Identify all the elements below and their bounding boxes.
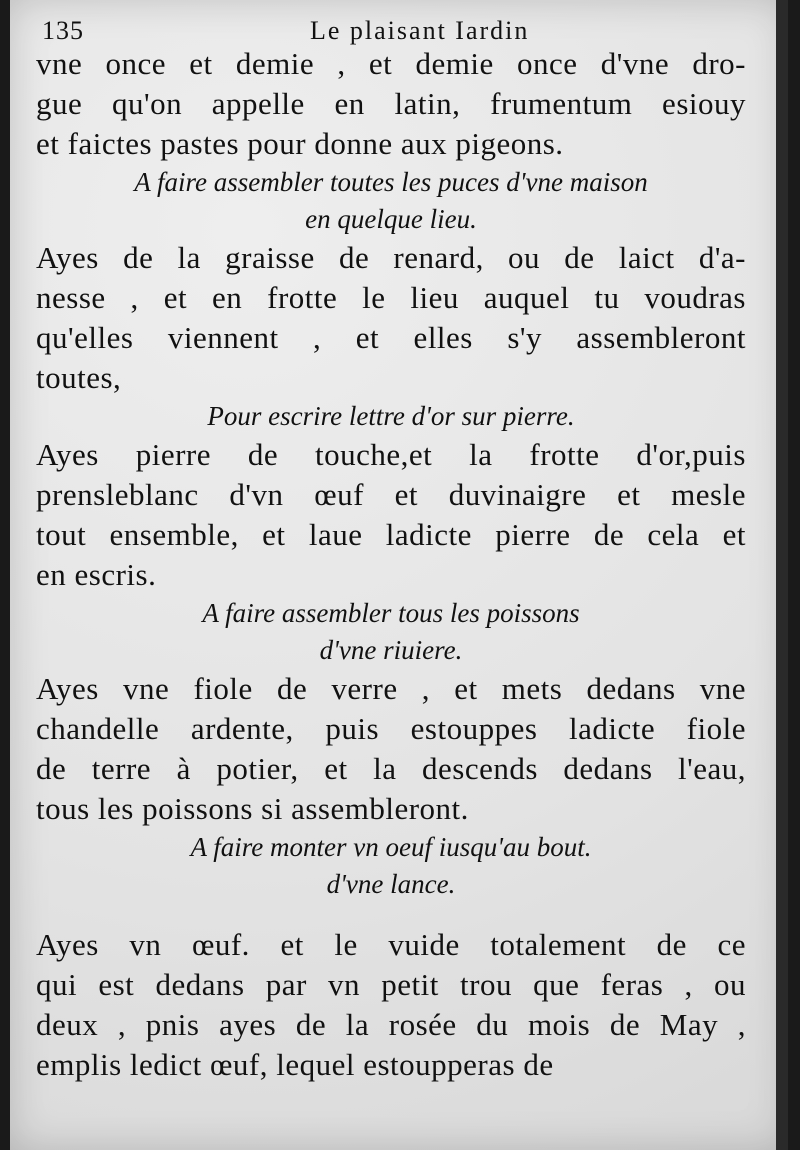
paragraph: [36, 238, 746, 398]
text-line: nesse , et en frotte le lieu auquel tu voudras: [36, 280, 746, 315]
paragraph: [36, 925, 746, 1085]
running-title: Le plaisant Iardin: [310, 16, 530, 45]
paragraph-gap: [36, 903, 746, 925]
text-line: tout ensemble, et laue ladicte pierre de cela et: [36, 517, 746, 552]
text-line: et faictes pastes pour donne aux pigeons.: [36, 126, 564, 161]
text-line: emplis ledict œuf, lequel estoupperas de: [36, 1047, 554, 1082]
text-line: qui est dedans par vn petit trou que feras , ou: [36, 967, 746, 1002]
recipe-heading: [36, 595, 746, 669]
text-line: de terre à potier, et la descends dedans l'eau,: [36, 751, 746, 786]
text-line: Ayes de la graisse de renard, ou de laict d'a-: [36, 240, 746, 275]
text-line: Ayes vn œuf. et le vuide totalement de ce: [36, 927, 746, 962]
heading-line: A faire monter vn oeuf iusqu'au bout.: [190, 832, 592, 862]
recipe-heading: [36, 829, 746, 903]
text-line: prensleblanc d'vn œuf et duvinaigre et mesle: [36, 477, 746, 512]
text-line: chandelle ardente, puis estouppes ladicte fiole: [36, 711, 746, 746]
heading-line: A faire assembler toutes les puces d'vne maison: [134, 167, 648, 197]
paragraph: [36, 669, 746, 829]
text-line: Ayes pierre de touche,et la frotte d'or,puis: [36, 437, 746, 472]
page-number: 135: [42, 16, 84, 45]
heading-line: d'vne riuiere.: [319, 635, 463, 665]
heading-line: en quelque lieu.: [305, 204, 477, 234]
text-line: tous les poissons si assembleront.: [36, 791, 469, 826]
heading-line: d'vne lance.: [326, 869, 456, 899]
recipe-heading: [36, 164, 746, 238]
text-line: toutes,: [36, 360, 122, 395]
heading-line: A faire assembler tous les poissons: [202, 598, 580, 628]
text-line: Ayes vne fiole de verre , et mets dedans vne: [36, 671, 746, 706]
paragraph: [36, 435, 746, 595]
page-edge-shadow: [776, 0, 788, 1150]
text-line: vne once et demie , et demie once d'vne dro-: [36, 46, 746, 81]
text-line: en escris.: [36, 557, 157, 592]
page-header: [10, 6, 788, 46]
text-line: gue qu'on appelle en latin, frumentum esiouy: [36, 86, 746, 121]
recipe-heading: [36, 398, 746, 435]
heading-line: Pour escrire lettre d'or sur pierre.: [207, 401, 575, 431]
text-line: qu'elles viennent , et elles s'y assembleront: [36, 320, 746, 355]
book-page: [10, 0, 788, 1150]
body-text: [36, 44, 746, 1085]
paragraph: [36, 44, 746, 164]
text-line: deux , pnis ayes de la rosée du mois de May ,: [36, 1007, 746, 1042]
